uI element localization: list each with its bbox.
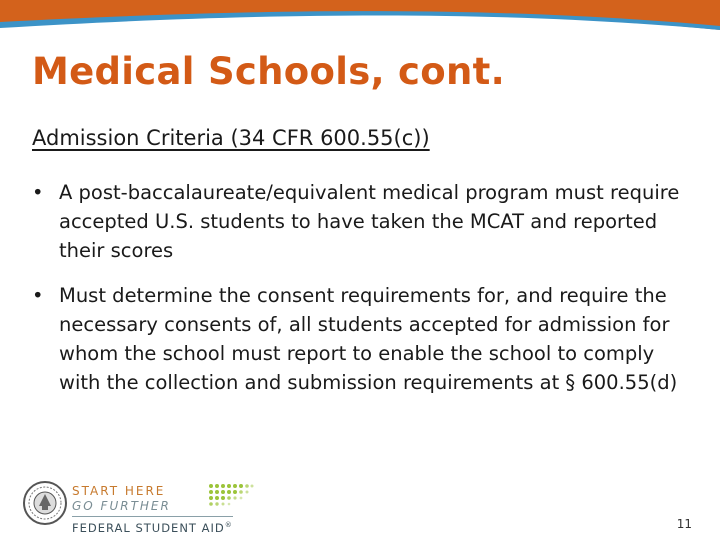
brand-federal-student-aid bbox=[72, 516, 233, 536]
bullet-marker: • bbox=[32, 284, 44, 307]
federal-student-aid-logo bbox=[22, 480, 352, 535]
trademark-symbol: ® bbox=[224, 521, 233, 529]
brand-start-here: START HERE bbox=[72, 484, 166, 498]
bullet-list bbox=[32, 178, 692, 413]
brand-fsa-text: FEDERAL STUDENT AID bbox=[72, 520, 225, 535]
bullet-marker: • bbox=[32, 181, 44, 204]
bullet-text: Must determine the consent requirements for, and require the necessary consents of, all students accepted for admission for whom the school must report to enable the school to comply with the collection and submission requirements at § 600.55(d) bbox=[59, 284, 678, 394]
dot-grid-icon bbox=[208, 483, 254, 513]
header-band bbox=[0, 0, 720, 34]
department-seal-icon bbox=[22, 480, 68, 526]
slide-title: Medical Schools, cont. bbox=[32, 50, 505, 93]
slide-page-number: 11 bbox=[676, 517, 692, 531]
bullet-item bbox=[32, 178, 692, 265]
bullet-text: A post-baccalaureate/equivalent medical program must require accepted U.S. students to have taken the MCAT and reported their scores bbox=[59, 181, 680, 262]
brand-go-further: GO FURTHER bbox=[72, 499, 171, 513]
bullet-item bbox=[32, 281, 692, 397]
section-subtitle: Admission Criteria (34 CFR 600.55(c)) bbox=[32, 126, 430, 150]
